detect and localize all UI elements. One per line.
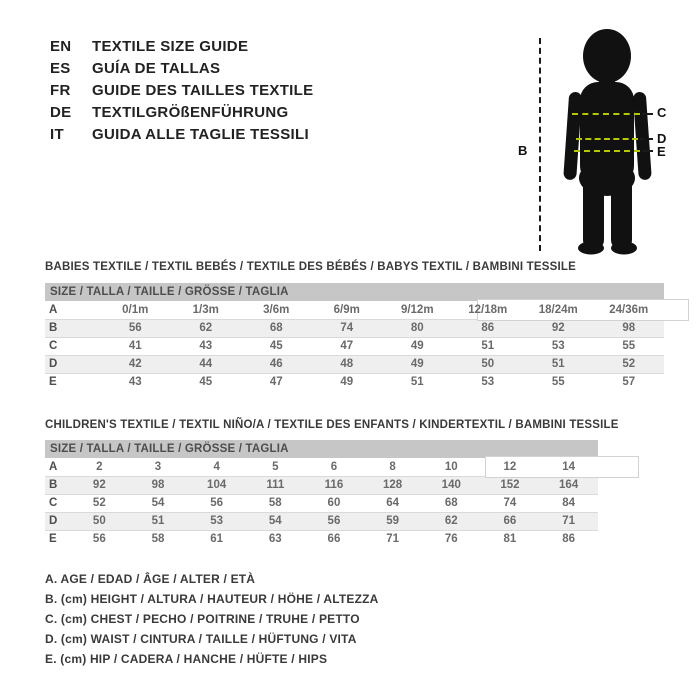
chest-label: C [657, 105, 667, 120]
table-cell: 164 [559, 479, 579, 491]
table-cell: 44 [199, 358, 213, 370]
table-cell: 56 [327, 515, 341, 527]
table-cell: 52 [622, 358, 636, 370]
child-silhouette-icon [550, 28, 665, 256]
table-cell: 56 [92, 533, 106, 546]
table-cell: 3/6m [263, 303, 290, 316]
table-cell: 59 [386, 515, 399, 527]
table-cell: 66 [503, 515, 517, 527]
waist-label: D [657, 131, 667, 146]
table-cell: 45 [269, 340, 283, 352]
legend-line-hip: E. (cm) HIP / CADERA / HANCHE / HÜFTE / HIPS [45, 652, 328, 666]
table-row [45, 512, 598, 530]
table-cell: 9/12m [400, 303, 434, 316]
table-row [45, 355, 664, 373]
table-cell: 12/18m [468, 303, 508, 316]
table-cell: 50 [481, 358, 495, 370]
table-cell: 60 [327, 497, 341, 509]
waist-measure-line-end [640, 138, 653, 140]
legend-line-age: A. AGE / EDAD / ÂGE / ALTER / ETÀ [45, 572, 256, 586]
lang-code: ES [50, 60, 71, 77]
table-cell: 12 [503, 460, 517, 473]
table-row [45, 373, 664, 391]
lang-code: IT [50, 126, 64, 143]
lang-row-de [50, 102, 313, 124]
table-row [45, 530, 598, 548]
children-table [45, 458, 598, 548]
row-label: C [49, 340, 58, 352]
table-cell: 76 [444, 533, 458, 546]
table-cell: 128 [383, 479, 403, 491]
lang-row-it [50, 124, 313, 146]
lang-code: EN [50, 38, 72, 55]
table-cell: 49 [410, 358, 424, 370]
legend-line-chest: C. (cm) CHEST / PECHO / POITRINE / TRUHE / PETTO [45, 612, 360, 626]
lang-title: GUIDE DES TAILLES TEXTILE [92, 82, 314, 99]
table-cell: 92 [551, 322, 565, 334]
lang-title: TEXTILE SIZE GUIDE [92, 38, 249, 55]
table-cell: 2 [96, 460, 103, 473]
table-row [45, 337, 664, 355]
table-cell: 5 [272, 460, 279, 473]
lang-code: DE [50, 104, 72, 121]
row-label: B [49, 479, 58, 491]
table-cell: 98 [622, 322, 636, 334]
table-cell: 10 [444, 460, 458, 473]
table-cell: 71 [386, 533, 399, 546]
table-row [45, 319, 664, 337]
table-cell: 45 [199, 376, 213, 389]
table-cell: 116 [324, 479, 344, 491]
waist-measure-line [576, 138, 638, 140]
table-cell: 48 [340, 358, 354, 370]
table-cell: 6/9m [333, 303, 360, 316]
table-cell: 55 [622, 340, 636, 352]
hip-measure-line [574, 150, 640, 152]
babies-size-highlight-box [477, 299, 689, 321]
table-cell: 140 [441, 479, 461, 491]
table-cell: 74 [340, 322, 354, 334]
table-cell: 64 [386, 497, 399, 509]
table-cell: 68 [269, 322, 283, 334]
babies-size-header: SIZE / TALLA / TAILLE / GRÖSSE / TAGLIA [45, 283, 664, 301]
table-cell: 56 [210, 497, 224, 509]
table-cell: 54 [151, 497, 165, 509]
table-cell: 58 [151, 533, 165, 546]
lang-title: GUÍA DE TALLAS [92, 60, 221, 77]
row-label: D [49, 515, 58, 527]
row-label: A [49, 303, 58, 316]
lang-row-fr [50, 80, 313, 102]
height-label: B [518, 143, 528, 158]
table-cell: 24/36m [609, 303, 649, 316]
lang-row-en [50, 36, 313, 58]
table-cell: 62 [199, 322, 213, 334]
row-label: A [49, 460, 58, 473]
table-cell: 86 [562, 533, 576, 546]
height-measure-line [539, 38, 541, 251]
row-label: E [49, 533, 57, 546]
table-cell: 50 [92, 515, 106, 527]
table-cell: 56 [128, 322, 142, 334]
lang-code: FR [50, 82, 71, 99]
hip-measure-line-end [642, 150, 653, 152]
table-cell: 18/24m [538, 303, 578, 316]
table-cell: 42 [128, 358, 142, 370]
babies-table [45, 301, 664, 391]
table-cell: 152 [500, 479, 520, 491]
table-cell: 104 [207, 479, 227, 491]
table-cell: 55 [551, 376, 565, 389]
table-cell: 53 [210, 515, 224, 527]
hip-label: E [657, 144, 666, 159]
table-cell: 80 [410, 322, 424, 334]
table-cell: 3 [154, 460, 162, 473]
table-row [45, 476, 598, 494]
lang-row-es [50, 58, 313, 80]
table-cell: 84 [562, 497, 576, 509]
row-label: E [49, 376, 57, 389]
babies-section-title: BABIES TEXTILE / TEXTIL BEBÉS / TEXTILE DES BÉBÉS / BABYS TEXTIL / BAMBINI TESSILE [45, 261, 576, 273]
table-cell: 49 [410, 340, 424, 352]
chest-measure-line-end [642, 113, 653, 115]
table-cell: 41 [128, 340, 142, 352]
table-cell: 111 [266, 479, 285, 491]
table-cell: 68 [444, 497, 458, 509]
table-cell: 53 [481, 376, 495, 389]
table-cell: 54 [268, 515, 282, 527]
row-label: B [49, 322, 58, 334]
table-cell: 61 [210, 533, 224, 546]
table-cell: 98 [151, 479, 165, 491]
language-title-block [50, 36, 313, 146]
table-cell: 43 [128, 376, 142, 389]
lang-title: GUIDA ALLE TAGLIE TESSILI [92, 126, 309, 143]
chest-measure-line [572, 113, 640, 115]
table-cell: 86 [481, 322, 495, 334]
table-cell: 53 [551, 340, 565, 352]
children-size-header: SIZE / TALLA / TAILLE / GRÖSSE / TAGLIA [45, 440, 598, 458]
table-cell: 66 [327, 533, 341, 546]
table-cell: 14 [562, 460, 576, 473]
table-cell: 57 [622, 376, 636, 389]
table-cell: 58 [268, 497, 282, 509]
table-cell: 51 [551, 358, 565, 370]
table-cell: 62 [444, 515, 458, 527]
legend-line-waist: D. (cm) WAIST / CINTURA / TAILLE / HÜFTUNG / VITA [45, 632, 357, 646]
table-cell: 49 [340, 376, 354, 389]
table-cell: 71 [562, 515, 576, 527]
row-label: D [49, 358, 58, 370]
lang-title: TEXTILGRÖßENFÜHRUNG [92, 104, 289, 121]
table-cell: 43 [199, 340, 213, 352]
table-cell: 47 [269, 376, 283, 389]
table-cell: 46 [269, 358, 283, 370]
legend-line-height: B. (cm) HEIGHT / ALTURA / HAUTEUR / HÖHE / ALTEZZA [45, 592, 379, 606]
table-cell: 4 [213, 460, 220, 473]
table-cell: 51 [410, 376, 424, 389]
table-cell: 51 [151, 515, 165, 527]
table-cell: 52 [92, 497, 106, 509]
table-cell: 74 [503, 497, 517, 509]
table-cell: 81 [503, 533, 517, 546]
table-cell: 0/1m [122, 303, 149, 316]
table-cell: 8 [389, 460, 396, 473]
table-cell: 47 [340, 340, 354, 352]
table-row [45, 494, 598, 512]
children-section-title: CHILDREN'S TEXTILE / TEXTIL NIÑO/A / TEXTILE DES ENFANTS / KINDERTEXTIL / BAMBINI TESSILE [45, 419, 619, 431]
table-cell: 92 [92, 479, 106, 491]
table-cell: 6 [330, 460, 338, 473]
measurement-legend [45, 569, 379, 669]
table-cell: 63 [268, 533, 282, 546]
table-cell: 1/3m [192, 303, 219, 316]
table-cell: 51 [481, 340, 495, 352]
row-label: C [49, 497, 58, 509]
